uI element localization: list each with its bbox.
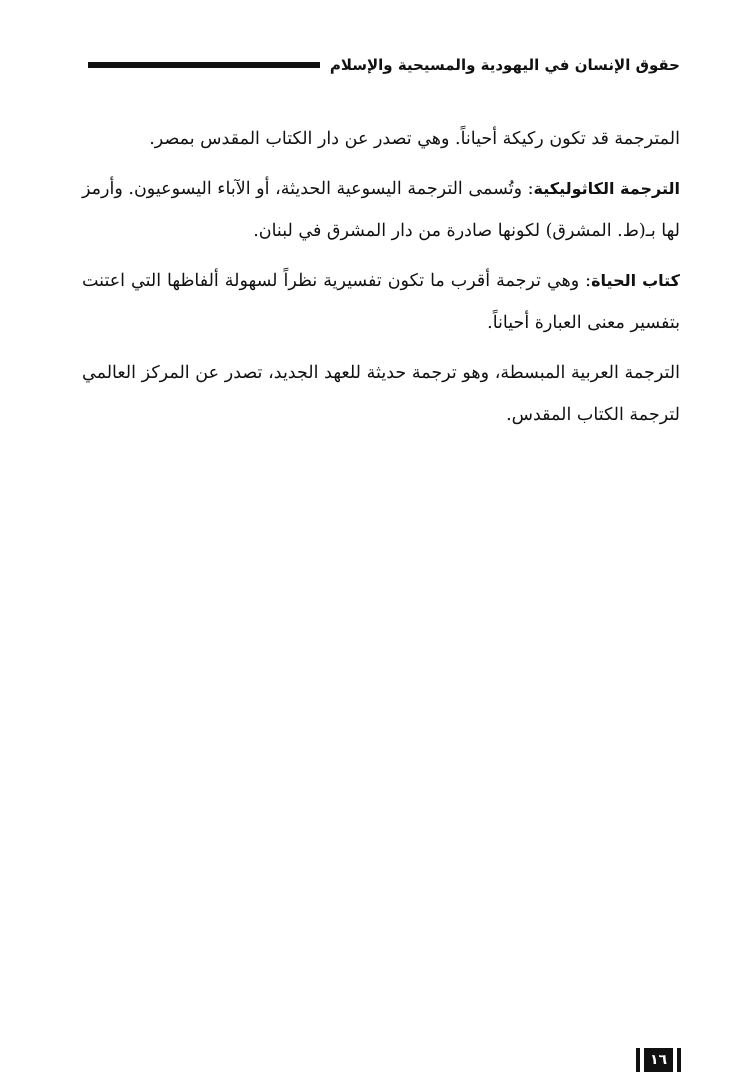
page-number-value: ١٦	[644, 1048, 673, 1072]
paragraph-text: : وتُسمى الترجمة اليسوعية الحديثة، أو الآباء اليسوعيون. وأرمز لها بـ(ط. المشرق) لكونها صادرة من دار المشرق في لبنان.	[82, 179, 680, 241]
paragraph	[82, 352, 680, 436]
body-text	[82, 118, 680, 444]
page-number	[634, 1046, 683, 1074]
paragraph	[82, 118, 680, 160]
paragraph-text: الترجمة العربية المبسطة، وهو ترجمة حديثة للعهد الجديد، تصدر عن المركز العالمي لترجمة الكتاب المقدس.	[82, 363, 680, 425]
paragraph-text: : وهي ترجمة أقرب ما تكون تفسيرية نظراً لسهولة ألفاظها التي اعتنت بتفسير معنى العبارة أحياناً.	[82, 271, 680, 333]
running-header-title: حقوق الإنسان في اليهودية والمسيحية والإسلام	[329, 56, 680, 74]
running-header	[88, 50, 680, 80]
paragraph	[82, 260, 680, 344]
paragraph	[82, 168, 680, 252]
paragraph-term: كتاب الحياة	[591, 271, 680, 290]
paragraph-term: الترجمة الكاثوليكية	[533, 179, 680, 198]
page-number-bar-left	[636, 1048, 640, 1072]
page-number-bar-right	[677, 1048, 681, 1072]
paragraph-text: المترجمة قد تكون ركيكة أحياناً. وهي تصدر عن دار الكتاب المقدس بمصر.	[149, 129, 680, 149]
header-rule	[88, 62, 320, 68]
